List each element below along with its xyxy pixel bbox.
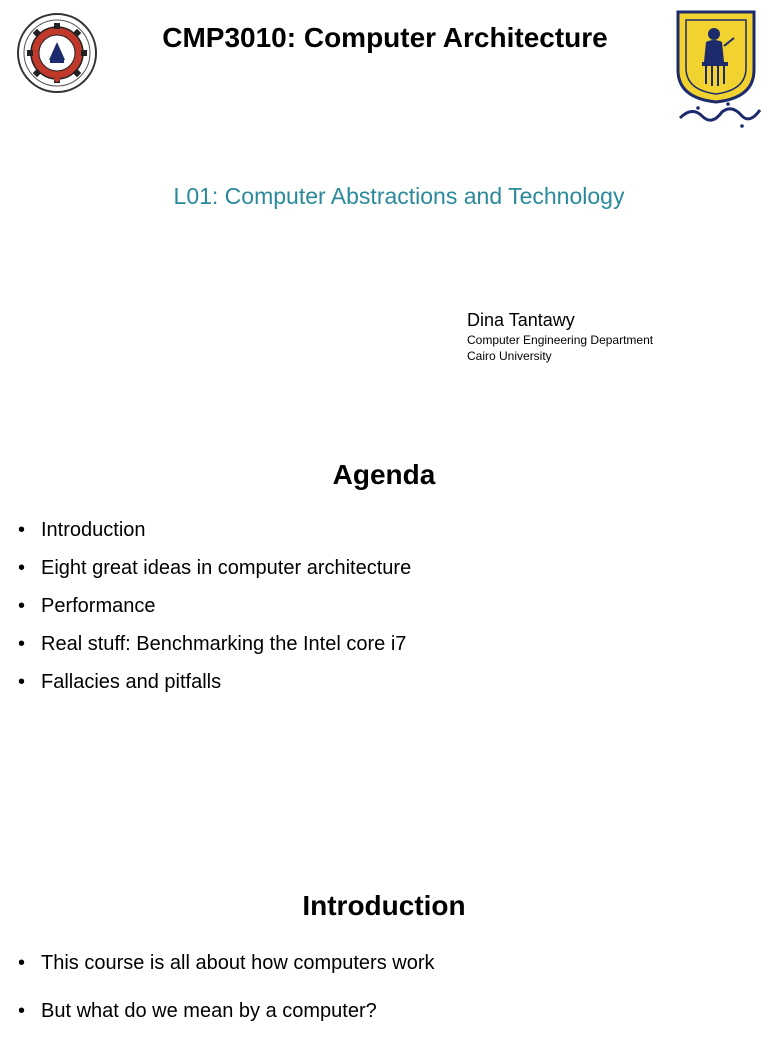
agenda-list: [18, 516, 411, 706]
author-department: Computer Engineering Department: [467, 333, 654, 347]
cairo-university-crest-icon: [672, 8, 764, 132]
author-name: Dina Tantawy: [467, 310, 575, 330]
lecture-title: L01: Computer Abstractions and Technology: [173, 183, 625, 209]
author-block: [467, 308, 653, 364]
introduction-slide: [0, 860, 768, 1024]
introduction-list: [18, 949, 435, 1045]
agenda-heading: Agenda: [332, 459, 436, 490]
introduction-heading: Introduction: [302, 890, 466, 921]
agenda-item: • Eight great ideas in computer architecture: [18, 554, 411, 582]
title-slide: [0, 0, 768, 430]
agenda-slide: [0, 430, 768, 860]
agenda-item: • Introduction: [18, 516, 411, 544]
faculty-gear-seal-icon: [16, 12, 98, 94]
introduction-item: • But what do we mean by a computer?: [18, 997, 435, 1025]
course-title: CMP3010: Computer Architecture: [162, 22, 608, 53]
agenda-item: • Real stuff: Benchmarking the Intel core i7: [18, 630, 411, 658]
author-university: Cairo University: [467, 349, 552, 363]
introduction-item: • This course is all about how computers work: [18, 949, 435, 977]
agenda-item: • Fallacies and pitfalls: [18, 668, 411, 696]
agenda-item: • Performance: [18, 592, 411, 620]
